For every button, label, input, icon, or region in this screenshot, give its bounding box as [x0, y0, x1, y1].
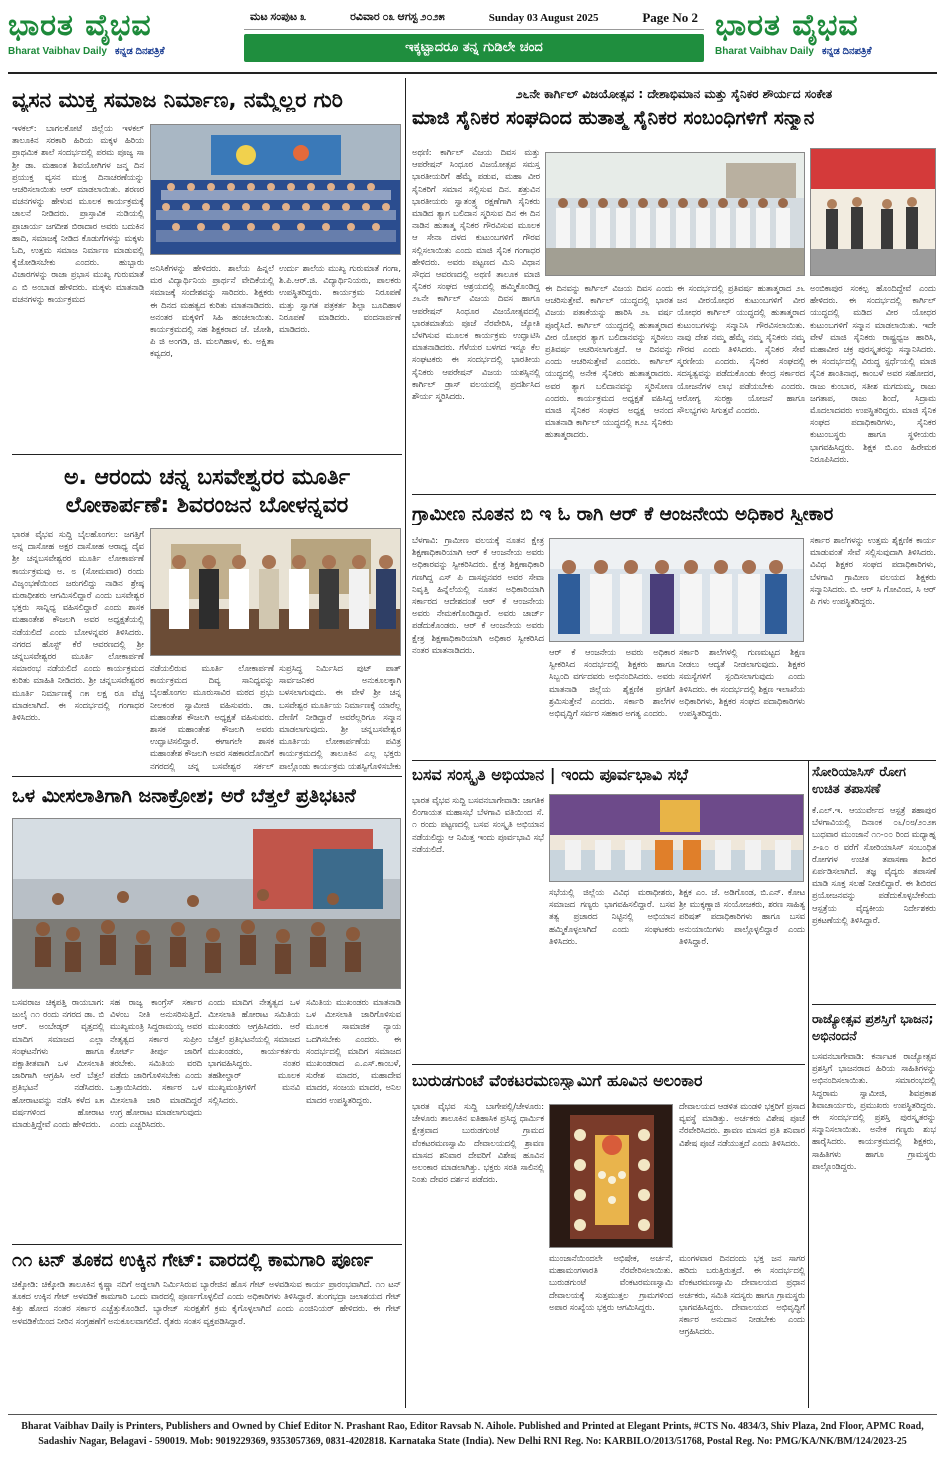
- issue-meta: [244, 6, 704, 30]
- a2-col3: ಈ ಸಂದರ್ಭದಲ್ಲಿ ಪ್ರತಿವರ್ಷ ಹುತಾತ್ಮರಾದ ೨೬ ಜನ ವೀರಯೋಧರ ಕುಟುಂಬಗಳಿಗೆ ವೀರ ಯೋಧರ ಕಾರ್ಗಿಲ್ ಯುದ್ಧದಲ್ಲಿ ಹುತಾತ್ಮರಾದ ಕುಟುಂಬಗಳನ್ನು ಸನ್ಮಾನಿಸಿ ಗೌರವಿಸಲಾಯಿತು. ನಾವು ದೇಶ ನಮ್ಮ ಹೆಮ್ಮೆ ನಮ್ಮ ಸೈನಿಕರು ನಮ್ಮ ಗೌರವ ಎಂದು ತಿಳಿಸಿದರು. ಸೈನಿಕರ ಸೇವೆ ಸ್ಮರಣೀಯ ಎಂದರು. ಸೈನಿಕರ ಸಂಘದಲ್ಲಿ ಸದಸ್ಯತ್ವವನ್ನು ಪಡೆದುಕೊಂಡು ಕೇಂದ್ರ ಸರ್ಕಾರದ ಯೋಜನೆಗಳ ಲಾಭ ಪಡೆಯಬೇಕು ಎಂದರು. ಆರೋಗ್ಯ ಸುರಕ್ಷಾ ಯೋಜನೆ ಹಾಗೂ ಸೌಲಭ್ಯಗಳು ಸಿಗುತ್ತವೆ ಎಂದರು.: [677, 283, 805, 416]
- rule: [12, 776, 402, 777]
- rule: [812, 1004, 936, 1005]
- headline-a10: ಬುರುಡಗುಂಟೆ ವೆಂಕಟರಮಣಸ್ವಾಮಿಗೆ ಹೂವಿನ ಅಲಂಕಾರ: [412, 1072, 703, 1090]
- a4-col1: ಬೆಳಗಾವಿ: ಗ್ರಾಮೀಣ ವಲಯಕ್ಕೆ ನೂತನ ಕ್ಷೇತ್ರ ಶಿಕ್ಷಣಾಧಿಕಾರಿಯಾಗಿ ಆರ್ ಕೆ ಆಂಜನೇಯ ಅವರು ಅಧಿಕಾರವನ್ನು ಸ್ವೀಕರಿಸಿದರು. ಕ್ಷೇತ್ರ ಶಿಕ್ಷಣಾಧಿಕಾರಿ ಗಣಗಿದ್ದ ಎಸ್ ಪಿ ದಾಸಪ್ಪನವರ ಅವರ ಸೇವಾ ನಿವೃತ್ತಿ ಹಿನ್ನೆಲೆಯಲ್ಲಿ ನೂತನ ಅಧಿಕಾರಿಯಾಗಿ ಸರ್ಕಾರದ ಆದೇಶದಂತೆ ಆರ್ ಕೆ ಆಂಜನೇಯ ಅವರು ನೇಮಕಗೊಂಡಿದ್ದಾರೆ. ಅವರು ಚಾರ್ಜ್ ಪಡೆದುಕೊಂಡರು. ಆರ್ ಕೆ ಆಂಜನೇಯ ಅವರು ಕ್ಷೇತ್ರ ಶಿಕ್ಷಣಾಧಿಕಾರಿಯಾಗಿ ಅಧಿಕಾರ ಸ್ವೀಕರಿಸಿದ ನಂತರ ಮಾತನಾಡಿದರು.: [412, 535, 544, 655]
- a5-col3: ಎಂದು ಮಾದಿಗ ನೇತೃತ್ವದ ಒಳ ಮೀಸಲಾತಿ ಹೋರಾಟ ಸಮಿತಿಯ ಮುಖಂಡರು ಆಗ್ರಹಿಸಿದರು. ಅರೆ ಬೆತ್ತಲೆ ಪ್ರತಿಭಟನೆಯಲ್ಲಿ ಸಮಾಜದ ಮುಖಂಡರು, ಕಾರ್ಯಕರ್ತರು ಭಾಗವಹಿಸಿದ್ದರು. ನಂತರ ತಹಶೀಲ್ದಾರ್ ಮೂಲಕ ಮುಖ್ಯಮಂತ್ರಿಗಳಿಗೆ ಮನವಿ ಸಲ್ಲಿಸಿದರು.: [208, 997, 300, 1105]
- photo-school-children: [150, 124, 401, 255]
- a1-col3: ಉರ್ದು ಶಾಲೆಯ ಮುಖ್ಯ ಗುರುಮಾತೆ ಗಂಗಾ, ಶಿ.ಪಿ.ಆರ್.ಜಿ. ವಿದ್ಯಾರ್ಥಿನಿಯರು, ಪಾಲಕರು ಉಪಸ್ಥಿತರಿದ್ದರು. ಕಾರ್ಯಕ್ರಮ ನಿರೂಪಣೆ ಮತ್ತು ಸ್ವಾಗತ ಪತ್ರಕರ್ತ ಶಿಲ್ಪಾ ಬೂದಿಹಾಳ ನಿರೂಪಣೆ ಮಾಡಿದರು. ವಂದನಾರ್ಪಣೆ ಮಾಡಿದರು.: [279, 263, 401, 335]
- rule: [12, 1244, 402, 1245]
- logo-left: [8, 6, 230, 68]
- headline-a1: ವ್ಯಸನ ಮುಕ್ತ ಸಮಾಜ ನಿರ್ಮಾಣ, ನಮ್ಮೆಲ್ಲರ ಗುರಿ: [12, 88, 343, 112]
- logo-right: [715, 6, 937, 68]
- imprint-line-1: Bharat Vaibhav Daily is Printers, Publishers and Owned by Chief Editor N. Prashant Rao, Editor Ravsab N. Aihole. Published and Printed at Elegant Prints, #CTS No. 4834/3, Shiv Plaza, 2nd Floor, APMC Road,: [21, 1421, 924, 1432]
- tagline: ಇಕ್ಕಟ್ಟಾದರೂ ತನ್ನ ಗುಡಿಲೇ ಚಂದ: [244, 34, 704, 62]
- a2-col1: ಅಥಣಿ: ಕಾರ್ಗಿಲ್ ವಿಜಯ ದಿವಸ ಮತ್ತು ಆಪರೇಷನ್ ಸಿಂಧೂರ ವಿಜಯೋತ್ಸವ ಸಮಸ್ತ ಭಾರತೀಯರಿಗೆ ಹೆಮ್ಮೆ ಪಡುವ, ಮಹಾ ವೀರ ಸೈನಿಕರಿಗೆ ಸಮಾನ ಸಲ್ಲಿಸುವ ದಿನ. ಶತ್ರುವಿನ ಭಾರತೀಯರು ಸ್ವಾತಂತ್ರ್ಯ ರಕ್ಷಣೆಗಾಗಿ ಸೈನಿಕರು ಮಾಡಿದ ತ್ಯಾಗ ಬಲಿದಾನ ಸ್ಮರಿಸುವ ದಿನ ಈ ದಿನ ನಾಡಿನ ಹುತಾತ್ಮ ಸೈನಿಕರ ಗೌರವಿಸುವ ಮೂಲಕ ಆ ಸೇನಾ ದಳದ ಕುಟುಂಬಗಳಿಗೆ ಗೌರವ ಸಲ್ಲಿಸಲಾಯಿತು ಎಂದು ಮಾಜಿ ಸೈನಿಕ ಗಂಗಾಧರ ಹೇಳಿದರು. ಅವರು ಪಟ್ಟಣದ ಮಿನಿ ವಿಧಾನ ಸೌಧದ ಆವರಣದಲ್ಲಿ ಅಥಣಿ ತಾಲೂಕ ಮಾಜಿ ಸೈನಿಕರ ಸಂಘದ ಆಶ್ರಯದಲ್ಲಿ ಹಮ್ಮಿಕೊಂಡಿದ್ದ ೨೬ನೇ ಕಾರ್ಗಿಲ್ ವಿಜಯ ದಿವಸ ಹಾಗೂ ಆಪರೇಷನ್ ಸಿಂಧೂರ ವಿಜಯೋತ್ಸವದಲ್ಲಿ ಭಾರತಮಾತೆಯ ಪೂಜೆ ನೆರವೇರಿಸಿ, ಜ್ಯೋತಿ ಬೆಳಗಿಸುವ ಮೂಲಕ ಕಾರ್ಯಕ್ರಮ ಉದ್ಘಾಟಿಸಿ ಮಾತನಾಡಿದರು. ಗೆಳೆಯರ ಬಳಗದ ಇನ್ನೂ ಕೆಲ ಸಂಘಟಕರು ಈ ಸಂದರ್ಭದಲ್ಲಿ ಭಾರತೀಯ ಸೈನಿಕರು ಆಪರೇಷನ್ ವಿಜಯ ಯಶಸ್ಸಿನಲ್ಲಿ ಕಾರ್ಗಿಲ್ ಡ್ರಾಸ್ ವಲಯದಲ್ಲಿ ಪ್ರದರ್ಶಿಸಿದ ಶೌರ್ಯ ಸ್ಮರಿಸಿದರು.: [412, 147, 540, 402]
- a8-body: ಬಸವನಬಾಗೇವಾಡಿ: ಕರ್ನಾಟಕ ರಾಜ್ಯೋತ್ಸವ ಪ್ರಶಸ್ತಿಗೆ ಭಾಜನರಾದ ಹಿರಿಯ ಸಾಹಿತಿಗಳನ್ನು ಅಭಿನಂದಿಸಲಾಯಿತು. ಸಮಾರಂಭದಲ್ಲಿ ಸಿದ್ದರಾಮ ಸ್ವಾಮೀಜಿ, ಶಿವಪ್ರಕಾಶ ಶಿವಾಚಾರ್ಯರು, ಪ್ರಮುಖರು ಉಪಸ್ಥಿತರಿದ್ದರು. ಈ ಸಂದರ್ಭದಲ್ಲಿ ಪ್ರಶಸ್ತಿ ಪುರಸ್ಕೃತರನ್ನು ಸನ್ಮಾನಿಸಲಾಯಿತು. ಅನೇಕ ಗಣ್ಯರು ಶುಭ ಹಾರೈಸಿದರು. ಕಾರ್ಯಕ್ರಮದಲ್ಲಿ ಶಿಕ್ಷಕರು, ಸಾಹಿತಿಗಳು ಹಾಗೂ ಗ್ರಾಮಸ್ಥರು ಪಾಲ್ಗೊಂಡಿದ್ದರು.: [812, 1051, 936, 1171]
- masthead-rule: [8, 72, 937, 74]
- a3-col2: ನಡೆಯಲಿರುವ ಮೂರ್ತಿ ಲೋಕಾರ್ಪಣೆ ಕಾರ್ಯಕ್ರಮದ ದಿವ್ಯ ಸಾನಿಧ್ಯವನ್ನು ಬೈಲಹೊಂಗಲ ಮೂರುಸಾವಿರ ಮಠದ ಪ್ರಭು ನೀಲಕಂಠ ಸ್ವಾಮೀಜಿ ವಹಿಸುವರು. ಡಾ. ಮಹಾಂತೇಶ ಕೌಜಲಗಿ ಅಧ್ಯಕ್ಷತೆ ವಹಿಸುವರು. ಶಾಸಕ ಮಹಾಂತೇಶ ಕೌಜಲಗಿ ಅವರು ಉದ್ಘಾಟಿಸಲಿದ್ದಾರೆ. ಈಗಾಗಲೇ ಶಾಸಕ ಮಹಾಂತೇಶ ಕೌಜಲಗಿ ಅವರ ಸಹಕಾರದೊಂದಿಗೆ ನಗರದಲ್ಲಿ ಚನ್ನ ಬಸವೇಶ್ವರ ಸರ್ಕಲ್: [150, 663, 274, 771]
- photo-protest: [12, 818, 401, 989]
- date-kannada: ರವಿವಾರ ೦೩ ಆಗಸ್ಟ ೨೦೨೫: [350, 11, 445, 23]
- headline-a2: ಮಾಜಿ ಸೈನಿಕರ ಸಂಘದಿಂದ ಹುತಾತ್ಮ ಸೈನಿಕರ ಸಂಬಂಧಿಗಳಿಗೆ ಸನ್ಮಾನ: [412, 108, 815, 129]
- photo-officer-welcome: [549, 538, 804, 642]
- headline-a6: ಬಸವ ಸಂಸ್ಕೃತಿ ಅಭಿಯಾನ | ಇಂದು ಪೂರ್ವಭಾವಿ ಸಭೆ: [412, 765, 688, 784]
- headline-a4: ಗ್ರಾಮೀಣ ನೂತನ ಬಿ ಇ ಓ ರಾಗಿ ಆರ್ ಕೆ ಆಂಜನೇಯ ಅಧಿಕಾರ ಸ್ವೀಕಾರ: [412, 504, 834, 525]
- a9-body: ಚಿಕ್ಕೋಡಿ: ಚಿಕ್ಕೋಡಿ ತಾಲೂಕಿನ ಕೃಷ್ಣಾ ನದಿಗೆ ಅಡ್ಡಲಾಗಿ ನಿರ್ಮಿಸಿರುವ ಬ್ಯಾರೇಜಿನ ಹೊಸ ಗೇಟ್ ಅಳವಡಿಸುವ ಕಾರ್ಯ ಪ್ರಾರಂಭವಾಗಿದೆ. ೧೧ ಟನ್ ತೂಕದ ಉಕ್ಕಿನ ಗೇಟ್ ಅಳವಡಿಕೆ ಕಾಮಗಾರಿ ಒಂದು ವಾರದಲ್ಲಿ ಪೂರ್ಣಗೊಳ್ಳಲಿದೆ ಎಂದು ಅಧಿಕಾರಿಗಳು ತಿಳಿಸಿದ್ದಾರೆ. ತುಂಗಭದ್ರಾ ಜಲಾಶಯದ ಗೇಟ್ ಕಿತ್ತು ಹೋದ ನಂತರ ಸರ್ಕಾರ ಎಚ್ಚೆತ್ತುಕೊಂಡಿದೆ. ಬ್ಯಾರೇಜ್ ಸುರಕ್ಷತೆಗೆ ಕ್ರಮ ಕೈಗೊಳ್ಳಲಾಗಿದೆ ಎಂದು ಎಂಜಿನಿಯರ್ ಹೇಳಿದರು. ಈ ಗೇಟ್ ಅಳವಡಿಕೆಯಿಂದ ನೀರಿನ ಸಂಗ್ರಹಣೆಗೆ ಅನುಕೂಲವಾಗಲಿದೆ. ರೈತರು ಸಂತಸ ವ್ಯಕ್ತಪಡಿಸಿದ್ದಾರೆ.: [12, 1279, 401, 1326]
- a3-col3: ಸುಪ್ರಸಿದ್ಧ ನಿರ್ಮಿಸಿದ ಪುಟ್ ಪಾತ್ ಸಾರ್ವಜನಿಕರ ಅನುಕೂಲಕ್ಕಾಗಿ ಬಳಸಲಾಗುವುದು. ಈ ವೇಳೆ ಶ್ರೀ ಚನ್ನ ಬಸವೇಶ್ವರ ಮೂರ್ತಿಯ ನಿರ್ಮಾಣಕ್ಕೆ ಯಾರೆಲ್ಲ ದೇಣಿಗೆ ನೀಡಿದ್ದಾರೆ ಅವರೆಲ್ಲರಿಗೂ ಸನ್ಮಾನ ಮಾಡಲಾಗುವುದು. ಶ್ರೀ ಚನ್ನಬಸವೇಶ್ವರ ಮೂರ್ತಿಯ ಲೋಕಾರ್ಪಣೆಯ ಪವಿತ್ರ ಕಾರ್ಯಕ್ರಮದಲ್ಲಿ ತಾಲೂಕಿನ ಎಲ್ಲ ಭಕ್ತರು ಪಾಲ್ಗೊಂಡು ಕಾರ್ಯಕ್ರಮ ಯಶಸ್ವಿಗೊಳಿಸಬೇಕು: [279, 663, 401, 771]
- a10-col4: ಮಂಗಳವಾರ ದಿನದಂದು ಭಕ್ತ ಜನ ಸಾಗರ ಹರಿದು ಬರುತ್ತಿರುತ್ತದೆ. ಈ ಸಂದರ್ಭದಲ್ಲಿ ವೆಂಕಟರಮಣಸ್ವಾಮಿ ದೇವಾಲಯದ ಪ್ರಧಾನ ಅರ್ಚಕರು, ಸಮಿತಿ ಸದಸ್ಯರು ಹಾಗೂ ಗ್ರಾಮಸ್ಥರು ಭಾಗವಹಿಸಿದ್ದರು. ದೇವಾಲಯದ ಅಭಿವೃದ್ಧಿಗೆ ಸರ್ಕಾರ ಅನುದಾನ ನೀಡಬೇಕು ಎಂದು ಆಗ್ರಹಿಸಿದರು.: [679, 1253, 805, 1337]
- a4-col4: ಸರ್ಕಾರ ಶಾಲೆಗಳನ್ನು ಉತ್ತಮ ಶೈಕ್ಷಣಿಕ ಕಾರ್ಯ ಮಾಡುವಂತೆ ಸೇವೆ ಸಲ್ಲಿಸುವುದಾಗಿ ತಿಳಿಸಿದರು. ವಿವಿಧ ಶಿಕ್ಷಕರ ಸಂಘದ ಪದಾಧಿಕಾರಿಗಳು, ಬೆಳಗಾವಿ ಗ್ರಾಮೀಣ ವಲಯದ ಶಿಕ್ಷಕರು ಸನ್ಮಾನಿಸಿದರು. ಬಿ. ಆರ್ ಸಿ ಗೋವಿಂದ, ಸಿ ಆರ್ ಪಿ ಗಳು ಉಪಸ್ಥಿತರಿದ್ದರು.: [810, 535, 936, 607]
- date-english: Sunday 03 August 2025: [488, 11, 599, 24]
- a10-col3: ದೇವಾಲಯದ ಆಡಳಿತ ಮಂಡಳಿ ಭಕ್ತರಿಗೆ ಪ್ರಸಾದ ವ್ಯವಸ್ಥೆ ಮಾಡಿತ್ತು. ಅರ್ಚಕರು ವಿಶೇಷ ಪೂಜೆ ನೆರವೇರಿಸಿದರು. ಶ್ರಾವಣ ಮಾಸದ ಪ್ರತಿ ಶನಿವಾರ ವಿಶೇಷ ಪೂಜೆ ನಡೆಯುತ್ತದೆ ಎಂದು ತಿಳಿಸಿದರು.: [679, 1101, 805, 1148]
- headline-a7: ಸೋರಿಯಾಸಿಸ್ ರೋಗ ಉಚಿತ ತಪಾಸಣೆ: [812, 765, 906, 797]
- page-number: Page No 2: [642, 9, 698, 25]
- rule: [412, 1064, 805, 1065]
- a4-col2: ಆರ್ ಕೆ ಆಂಜನೇಯ ಅವರು ಅಧಿಕಾರ ಸ್ವೀಕರಿಸಿದ ಸಂದರ್ಭದಲ್ಲಿ ಶಿಕ್ಷಕರು ಹಾಗೂ ಸಿಬ್ಬಂದಿ ವರ್ಗದವರು ಅಭಿನಂದಿಸಿದರು. ಅವರು ಮಾತನಾಡಿ ಜಿಲ್ಲೆಯ ಶೈಕ್ಷಣಿಕ ಪ್ರಗತಿಗೆ ಶ್ರಮಿಸುತ್ತೇನೆ ಎಂದರು. ಸರ್ಕಾರಿ ಶಾಲೆಗಳ ಅಭಿವೃದ್ಧಿಗೆ ಸರ್ವರ ಸಹಕಾರ ಅಗತ್ಯ ಎಂದರು.: [549, 647, 675, 719]
- rule: [12, 454, 402, 455]
- kicker-a2: ೨೬ನೇ ಕಾರ್ಗಿಲ್ ವಿಜಯೋತ್ಸವ : ದೇಶಾಭಿಮಾನ ಮತ್ತು ಸೈನಿಕರ ಶೌರ್ಯದ ಸಂಕೇತ: [515, 88, 833, 101]
- issue-number: ಮಟ ಸಂಪುಟ ೩: [250, 11, 307, 23]
- column-divider: [808, 760, 809, 1408]
- a6-col1: ಭಾರತ ವೈಭವ ಸುದ್ದಿ ಬಸವನಬಾಗೇವಾಡಿ: ಜಾಗತಿಕ ಲಿಂಗಾಯತ ಮಹಾಸಭೆ ಬೆಳಗಾವಿ ವತಿಯಿಂದ ಸೆ. ೧ ರಂದು ಪಟ್ಟಣದಲ್ಲಿ ಬಸವ ಸಂಸ್ಕೃತಿ ಅಭಿಯಾನ ನಡೆಯಲಿದ್ದು ಆ ನಿಮಿತ್ತ ಇಂದು ಪೂರ್ವಭಾವಿ ಸಭೆ ನಡೆಯಲಿದೆ.: [412, 795, 544, 854]
- photo-soldiers-felicitation: [545, 152, 805, 276]
- a5-col2: ಸಹ ರಾಜ್ಯ ಕಾಂಗ್ರೆಸ್ ಸರ್ಕಾರ ವಿಳಂಬ ನೀತಿ ಅನುಸರಿಸುತ್ತಿದೆ. ಮುಖ್ಯಮಂತ್ರಿ ಸಿದ್ದರಾಮಯ್ಯ ಅವರ ನೇತೃತ್ವದ ಸರ್ಕಾರ ಸುಪ್ರೀಂ ಕೋರ್ಟ್ ತೀರ್ಪು ಜಾರಿಗೆ ತರಬೇಕು. ಸಮಿತಿಯ ವರದಿ ಪಡೆದು ಜಾರಿಗೊಳಿಸಬೇಕು ಎಂದು ಒತ್ತಾಯಿಸಿದರು. ಸರ್ಕಾರ ಒಳ ಮೀಸಲಾತಿ ಜಾರಿ ಮಾಡದಿದ್ದರೆ ಉಗ್ರ ಹೋರಾಟ ಮಾಡಲಾಗುವುದು ಎಂದು ಎಚ್ಚರಿಸಿದರು.: [110, 997, 202, 1130]
- imprint-line-2: Sadashiv Nagar, Belagavi - 590019. Mob: 9019229369, 9353057369, 0831-4202818. Karnataka State (India). New Delhi RNI Reg. No: KARBILO/2013/51768, Postal Reg. No: PMG/KA/NK/BM/124/2023-25: [38, 1436, 907, 1447]
- a4-col3: ಸರ್ಕಾರಿ ಶಾಲೆಗಳಲ್ಲಿ ಗುಣಮಟ್ಟದ ಶಿಕ್ಷಣ ನೀಡಲು ಆದ್ಯತೆ ನೀಡಲಾಗುವುದು. ಶಿಕ್ಷಕರ ಸಮಸ್ಯೆಗಳಿಗೆ ಸ್ಪಂದಿಸಲಾಗುವುದು ಎಂದು ತಿಳಿಸಿದರು. ಈ ಸಂದರ್ಭದಲ್ಲಿ ಶಿಕ್ಷಣ ಇಲಾಖೆಯ ಅಧಿಕಾರಿಗಳು, ಶಿಕ್ಷಕರ ಸಂಘದ ಪದಾಧಿಕಾರಿಗಳು ಉಪಸ್ಥಿತರಿದ್ದರು.: [679, 647, 805, 719]
- a1-col2: ಅನಿಸಿಕೆಗಳನ್ನು ಹೇಳಿದರು. ಶಾಲೆಯ ಹಿನ್ನಲೆ ಮಠ ವಿದ್ಯಾರ್ಥಿನಿಯ ಪ್ರಾರ್ಥನೆ ವೇದಿಕೆಯಲ್ಲಿ ಸಮಾಜಕ್ಕೆ ಸಂದೇಶವನ್ನು ಸಾರಿದರು. ಶಿಕ್ಷಕರು ಈ ದಿನದ ಮಹತ್ವದ ಕುರಿತು ಮಾತನಾಡಿದರು. ಅನಂತರ ಮಕ್ಕಳಿಗೆ ಸಿಹಿ ಹಂಚಲಾಯಿತು. ಕಾರ್ಯಕ್ರಮದಲ್ಲಿ ಸಹ ಶಿಕ್ಷಕರಾದ ಜೆ. ಜೋಶಿ, ಪಿ ಜಿ ಅಂಗಡಿ, ಜಿ. ಮಲಗಿಹಾಳ, ಕು. ಅಕ್ಷಿತಾ ಕವ್ವದರ,: [150, 263, 274, 359]
- a7-body: ಕೆ.ಎಲ್.ಇ. ಆಯುರ್ವೇದ ಆಸ್ಪತ್ರೆ ಶಹಾಪುರ ಬೆಳಗಾವಿಯಲ್ಲಿ ದಿನಾಂಕ ೦೬/೦೮/೨೦೨೫ ಬುಧವಾರ ಮುಂಜಾನೆ ೧೧-೦೦ ರಿಂದ ಮಧ್ಯಾಹ್ನ ೨-೩೦ ರ ವರೆಗೆ ಸೋರಿಯಾಸಿಸ್ ಸಂಬಂಧಿತ ರೋಗಗಳ ಉಚಿತ ತಪಾಸಣಾ ಶಿಬಿರ ಏರ್ಪಡಿಸಲಾಗಿದೆ. ತಜ್ಞ ವೈದ್ಯರು ತಪಾಸಣೆ ಮಾಡಿ ಸೂಕ್ತ ಸಲಹೆ ನೀಡಲಿದ್ದಾರೆ. ಈ ಶಿಬಿರದ ಪ್ರಯೋಜನವನ್ನು ಪಡೆದುಕೊಳ್ಳಬೇಕೆಂದು ಆಸ್ಪತ್ರೆಯ ವೈದ್ಯಕೀಯ ನಿರ್ದೇಶಕರು ಪ್ರಕಟಣೆಯಲ್ಲಿ ತಿಳಿಸಿದ್ದಾರೆ.: [812, 805, 936, 925]
- a5-col1: ಬಸವರಾಜ ಚಿಕ್ಕಪತ್ತಿ ರಾಯಬಾಗ: ಜುಲೈ ೧೧ ರಂದು ನಗರದ ಡಾ. ಬಿ ಆರ್. ಅಂಬೇಡ್ಕರ್ ವೃತ್ತದಲ್ಲಿ ಮಾದಿಗ ಸಮಾಜದ ಎಲ್ಲಾ ಸಂಘಟನೆಗಳು ಹಾಗೂ ಪಕ್ಷಾತೀತವಾಗಿ ಒಳ ಮೀಸಲಾತಿ ಜಾರಿಗಾಗಿ ಆಗ್ರಹಿಸಿ ಅರೆ ಬೆತ್ತಲೆ ಪ್ರತಿಭಟನೆ ನಡೆಸಿದರು. ಹೋರಾಟವನ್ನು ನಡೆಸಿ ಕಳೆದ ೩೫ ವರ್ಷಗಳಿಂದ ಹೋರಾಟ ಮಾಡುತ್ತಿದ್ದೇವೆ ಎಂದು ಹೇಳಿದರು.: [12, 997, 104, 1130]
- masthead: [8, 6, 937, 68]
- a5-col4: ಸಮಿತಿಯ ಮುಖಂಡರು ಮಾತನಾಡಿ ಒಳ ಮೀಸಲಾತಿ ಜಾರಿಗೊಳಿಸುವ ಮೂಲಕ ಸಾಮಾಜಿಕ ನ್ಯಾಯ ಒದಗಿಸಬೇಕು ಎಂದರು. ಈ ಸಂದರ್ಭದಲ್ಲಿ ಮಾದಿಗ ಸಮಾಜದ ಮುಖಂಡರಾದ ಎ.ಎಸ್.ಕಾಂಬಳೆ, ಸುರೇಶ ಮಾದರ, ಮಹಾದೇವ ಮಾದರ, ಸಂಜಯ ಮಾದರ, ಅನಿಲ ಮಾದರ ಉಪಸ್ಥಿತರಿದ್ದರು.: [306, 997, 401, 1105]
- imprint-footer: [8, 1414, 937, 1454]
- photo-press-meet: [150, 528, 401, 656]
- a2-col4: ಅಂಬಿಕಾಪುರ ಸಂಕಲ್ಪ ಹೊಂದಿದ್ದೇವೆ ಎಂದು ಹೇಳಿದರು. ಈ ಸಂದರ್ಭದಲ್ಲಿ ಕಾರ್ಗಿಲ್ ಯುದ್ಧದಲ್ಲಿ ಮಡಿದ ವೀರ ಯೋಧರ ಕುಟುಂಬಗಳಿಗೆ ಸನ್ಮಾನ ಮಾಡಲಾಯಿತು. ಇದೇ ವೇಳೆ ಮಾಜಿ ಸೈನಿಕರು ರಾಷ್ಟ್ರಧ್ವಜ ಹಾರಿಸಿ, ಮಹಾವೀರ ಚಕ್ರ ಪುರಸ್ಕೃತರನ್ನು ಸನ್ಮಾನಿಸಿದರು. ಈ ಸಂದರ್ಭದಲ್ಲಿ ವಿರುದ್ಧ ಸ್ಪರ್ಧೆಯಲ್ಲಿ ಮಾಜಿ ಸೈನಿಕ ಶಾಂತಿನಾಥ, ಕಾಂಬಳೆ ಅವರ ಸಹೋದರ, ರಾಜು ಕುಂಬಾರ, ಸತೀಶ ಮಗದುಮ್ಮ, ರಾಜು ಜಗತಾಪ, ರಾಜು ಶಿಂದೆ, ಸಿದ್ರಾಮ ಮೊದಲಾದವರು ಉಪಸ್ಥಿತರಿದ್ದರು. ಮಾಜಿ ಸೈನಿಕ ಸಂಘದ ಪದಾಧಿಕಾರಿಗಳು, ಸೈನಿಕರ ಕುಟುಂಬಸ್ಥರು ಹಾಗೂ ಸ್ಥಳೀಯರು ಭಾಗವಹಿಸಿದ್ದರು. ಶಿಕ್ಷಕ ಬಿ.ಎಂ ಹಿರೇಮಠ ನಿರೂಪಿಸಿದರು.: [810, 283, 936, 464]
- headline-a3: ಅ. ಆರಂದು ಚನ್ನ ಬಸವೇಶ್ವರರ ಮೂರ್ತಿ ಲೋಕಾರ್ಪಣೆ: ಶಿವರಂಜನ ಬೋಳನ್ನವರ: [63, 465, 351, 518]
- logo-subtitle: Bharat Vaibhav Daily ಕನ್ನಡ ದಿನಪತ್ರಿಕೆ: [8, 46, 165, 57]
- a10-col2: ಮುಂಜಾನೆಯಿಂದಲೇ ಅಭಿಷೇಕ, ಅರ್ಚನೆ, ಮಹಾಮಂಗಳಾರತಿ ನೆರವೇರಿಸಲಾಯಿತು. ಬುರುಡಗುಂಟೆ ವೆಂಕಟರಮಣಸ್ವಾಮಿ ದೇವಾಲಯಕ್ಕೆ ಸುತ್ತಮುತ್ತಲ ಗ್ರಾಮಗಳಿಂದ ಅಪಾರ ಸಂಖ್ಯೆಯ ಭಕ್ತರು ಆಗಮಿಸಿದ್ದರು.: [549, 1253, 673, 1312]
- headline-a5: ಒಳ ಮೀಸಲಾತಿಗಾಗಿ ಜನಾಕ್ರೋಶ; ಅರೆ ಬೆತ್ತಲೆ ಪ್ರತಿಭಟನೆ: [12, 786, 356, 807]
- photo-ceremony-tent: [810, 148, 936, 276]
- headline-a9: ೧೧ ಟನ್ ತೂಕದ ಉಕ್ಕಿನ ಗೇಟ್: ವಾರದಲ್ಲಿ ಕಾಮಗಾರಿ ಪೂರ್ಣ: [12, 1251, 373, 1271]
- a6-col2: ಸಭೆಯಲ್ಲಿ ಜಿಲ್ಲೆಯ ವಿವಿಧ ಮಠಾಧೀಶರು, ಸಮಾಜದ ಗಣ್ಯರು ಭಾಗವಹಿಸಲಿದ್ದಾರೆ. ಬಸವ ತತ್ವ ಪ್ರಚಾರದ ನಿಟ್ಟಿನಲ್ಲಿ ಅಭಿಯಾನ ಹಮ್ಮಿಕೊಳ್ಳಲಾಗಿದೆ ಎಂದು ಸಂಘಟಕರು ತಿಳಿಸಿದರು.: [549, 887, 675, 946]
- a6-col3: ಶಿಕ್ಷಕ ಎಂ. ಜೆ. ಅಡಿಗೊಂಡ, ಬಿ.ಎನ್. ಕೋಟ ಶ್ರೀ ಮುಕ್ಕಣ್ಣಾಜಿ ಸಂಯೋಜಕರು, ಶರಣ ಸಾಹಿತ್ಯ ಪರಿಷತ್ ಪದಾಧಿಕಾರಿಗಳು ಹಾಗೂ ಬಸವ ಅನುಯಾಯಿಗಳು ಪಾಲ್ಗೊಳ್ಳಲಿದ್ದಾರೆ ಎಂದು ತಿಳಿಸಿದ್ದಾರೆ.: [679, 887, 805, 946]
- logo-title: ಭಾರತ ವೈಭವ: [715, 8, 859, 43]
- masthead-center: [244, 6, 704, 68]
- column-divider: [405, 78, 406, 1408]
- photo-temple-deity: [549, 1104, 673, 1248]
- rule: [412, 494, 936, 495]
- a10-col1: ಭಾರತ ವೈಭವ ಸುದ್ದಿ ಬಾಗೇಪಲ್ಲಿ/ಚೇಳೂರು: ಚೇಳೂರು ತಾಲೂಕಿನ ಐತಿಹಾಸಿಕ ಪ್ರಸಿದ್ಧ ಧಾರ್ಮಿಕ ಕ್ಷೇತ್ರವಾದ ಬುರುಡಗುಂಟೆ ಗ್ರಾಮದ ವೆಂಕಟರಮಣಸ್ವಾಮಿ ದೇವಾಲಯದಲ್ಲಿ ಶ್ರಾವಣ ಮಾಸದ ಶನಿವಾರ ದೇವರಿಗೆ ವಿಶೇಷ ಹೂವಿನ ಅಲಂಕಾರ ಮಾಡಲಾಗಿತ್ತು. ಭಕ್ತರು ಸರತಿ ಸಾಲಿನಲ್ಲಿ ನಿಂತು ದೇವರ ದರ್ಶನ ಪಡೆದರು.: [412, 1101, 544, 1185]
- a1-col1: ಇಳಕಲ್: ಬಾಗಲಕೋಟೆ ಜಿಲ್ಲೆಯ ಇಳಕಲ್ ತಾಲೂಕಿನ ಸರಕಾರಿ ಹಿರಿಯ ಮಕ್ಕಳ ಹಿರಿಯ ಪ್ರಾಥಮಿಕ ಶಾಲೆ ಸಂದರ್ಭದಲ್ಲಿ ಪರಮ ಪೂಜ್ಯ ಸಾ ಶ್ರೀ ಡಾ. ಮಹಾಂತ ಶಿವಯೋಗಿಗಳ ಜನ್ಮ ದಿನ ಪ್ರಯುಕ್ತ ವ್ಯಸನ ಮುಕ್ತ ದಿನಾಚರಣೆಯನ್ನು ಆಚರಿಸಲಾಯಿತು ಆರ್ ಮಾಡಲಾಯಿತು. ಶರಣರ ವಚನಗಳನ್ನು ಹೇಳುವ ಮೂಲಕ ಕಾರ್ಯಕ್ರಮಕ್ಕೆ ಚಾಲನೆ ನೀಡಿದರು. ಪ್ರಾಸ್ತಾವಿಕ ನುಡಿಯಲ್ಲಿ ಪ್ರಾಚಾರ್ಯ ಜಗದೀಶ ಬಿರಾದಾರ ಅವರು ಬದುಕಿನ ಹಾದಿ, ಸಮಾಜಕ್ಕೆ ನೀಡಿದ ಕೊಡುಗೆಗಳನ್ನು ಮಕ್ಕಳು ಓದಿ, ಉತ್ತಮ ಸಮಾಜ ನಿರ್ಮಾಣ ಮಾಡುವಲ್ಲಿ ಕೈಜೋಡಿಸಬೇಕು ಎಂದರು. ಹುಬ್ಬಾರು ವಿಚಾರಗಳನ್ನು ರಾಜಾ ಪ್ರಭಾಸ ಮುಖ್ಯ ಗುರುಮಾತೆ ಎ ಬಿ ಅಂಬಾಡ ಹೇಳಿದರು. ಮಕ್ಕಳು ಮಾತನಾಡಿ ವಚನಗಳನ್ನು ಕಾರ್ಯಕ್ರಮದ: [12, 123, 144, 304]
- photo-meeting-stage: [549, 794, 804, 882]
- a3-col1: ಭಾರತ ವೈಭವ ಸುದ್ದಿ ಬೈಲಹೊಂಗಲ: ಜಗತ್ತಿಗೆ ಅನ್ನ ದಾಸೋಹ ಅಕ್ಷರ ದಾಸೋಹ ಆರಾಧ್ಯ ದೈವ ಶ್ರೀ ಚನ್ನಬಸವೇಶ್ವರರ ಮೂರ್ತಿ ಲೋಕಾರ್ಪಣೆ ಕಾರ್ಯಕ್ರಮವು ಅ. ೮ (ಸೋಮವಾರ) ರಂದು ವಿಜೃಂಭಣೆಯಿಂದ ಜರುಗಲಿದ್ದು ನಾಡಿನ ಶ್ರೇಷ್ಠ ಮಠಾಧೀಶರು ಆಗಮಿಸಲಿದ್ದಾರೆ ಎಂದು ಬಸವೇಶ್ವರ ಭಕ್ತರು ಸಾನ್ನಿಧ್ಯ ವಹಿಸಲಿದ್ದಾರೆ ಎಂದು ಶಾಸಕ ಮಹಾಂತೇಶ ಕೌಜಲಗಿ ಅವರ ಅಧ್ಯಕ್ಷತೆಯಲ್ಲಿ ನಡೆಯಲಿದೆ ಎಂದು ಬೋಳನ್ನವರ ತಿಳಿಸಿದರು. ನಗರದ ಹೊಸ್ಟ್ ಕೆರೆ ಆವರಣದಲ್ಲಿ ಶ್ರೀ ಚನ್ನಬಸವೇಶ್ವರರ ಮೂರ್ತಿ ಲೋಕಾರ್ಪಣೆ ಸಮಾರಂಭ ನಡೆಯಲಿದೆ ಎಂದು ಕಾರ್ಯಕ್ರಮದ ಕುರಿತು ಮಾಹಿತಿ ನೀಡಿದರು. ಶ್ರೀ ಚನ್ನಬಸವೇಶ್ವರರ ಮೂರ್ತಿ ನಿರ್ಮಾಣಕ್ಕೆ ೧೫ ಲಕ್ಷ ರೂ ವೆಚ್ಚ ಮಾಡಲಾಗಿದೆ. ಈ ಸಂದರ್ಭದಲ್ಲಿ ಗಂಗಾಧರ ತಿಳಿಸಿದರು.: [12, 529, 144, 723]
- headline-a8: ರಾಜ್ಯೋತ್ಸವ ಪ್ರಶಸ್ತಿಗೆ ಭಾಜನ; ಅಭಿನಂದನೆ: [812, 1011, 934, 1043]
- logo-title: ಭಾರತ ವೈಭವ: [8, 8, 152, 43]
- logo-subtitle: Bharat Vaibhav Daily ಕನ್ನಡ ದಿನಪತ್ರಿಕೆ: [715, 46, 872, 57]
- a2-col2: ಈ ದಿನವನ್ನು ಕಾರ್ಗಿಲ್ ವಿಜಯ ದಿವಸ ಎಂದು ಆಚರಿಸುತ್ತೇವೆ. ಕಾರ್ಗಿಲ್ ಯುದ್ಧದಲ್ಲಿ ಭಾರತ ವಿಜಯ ಪತಾಕೆಯನ್ನು ಹಾರಿಸಿ ೨೬ ವರ್ಷ ಪೂರೈಸಿದೆ. ಕಾರ್ಗಿಲ್ ಯುದ್ಧದಲ್ಲಿ ಹುತಾತ್ಮರಾದ ವೀರ ಯೋಧರ ತ್ಯಾಗ ಬಲಿದಾನವನ್ನು ಸ್ಮರಿಸಲು ಪ್ರತಿವರ್ಷ ಆಚರಿಸಲಾಗುತ್ತದೆ. ಆ ದಿನವನ್ನು ಎಂದು ಆಚರಿಸುತ್ತೇವೆ ಎಂದರು. ಕಾರ್ಗಿಲ್ ಯುದ್ಧದಲ್ಲಿ ಅನೇಕ ಸೈನಿಕರು ಹುತಾತ್ಮರಾದರು. ಅವರ ತ್ಯಾಗ ಬಲಿದಾನವನ್ನು ಸ್ಮರಿಸೋಣ ಎಂದರು. ಕಾರ್ಯಕ್ರಮದ ಅಧ್ಯಕ್ಷತೆ ವಹಿಸಿದ್ದ ಮಾಜಿ ಸೈನಿಕರ ಸಂಘದ ಅಧ್ಯಕ್ಷ ಆನಂದ ಮಾತನಾಡಿ ಕಾರ್ಗಿಲ್ ಯುದ್ಧದಲ್ಲಿ ೫೨೭ ಸೈನಿಕರು ಹುತಾತ್ಮರಾದರು.: [545, 283, 673, 440]
